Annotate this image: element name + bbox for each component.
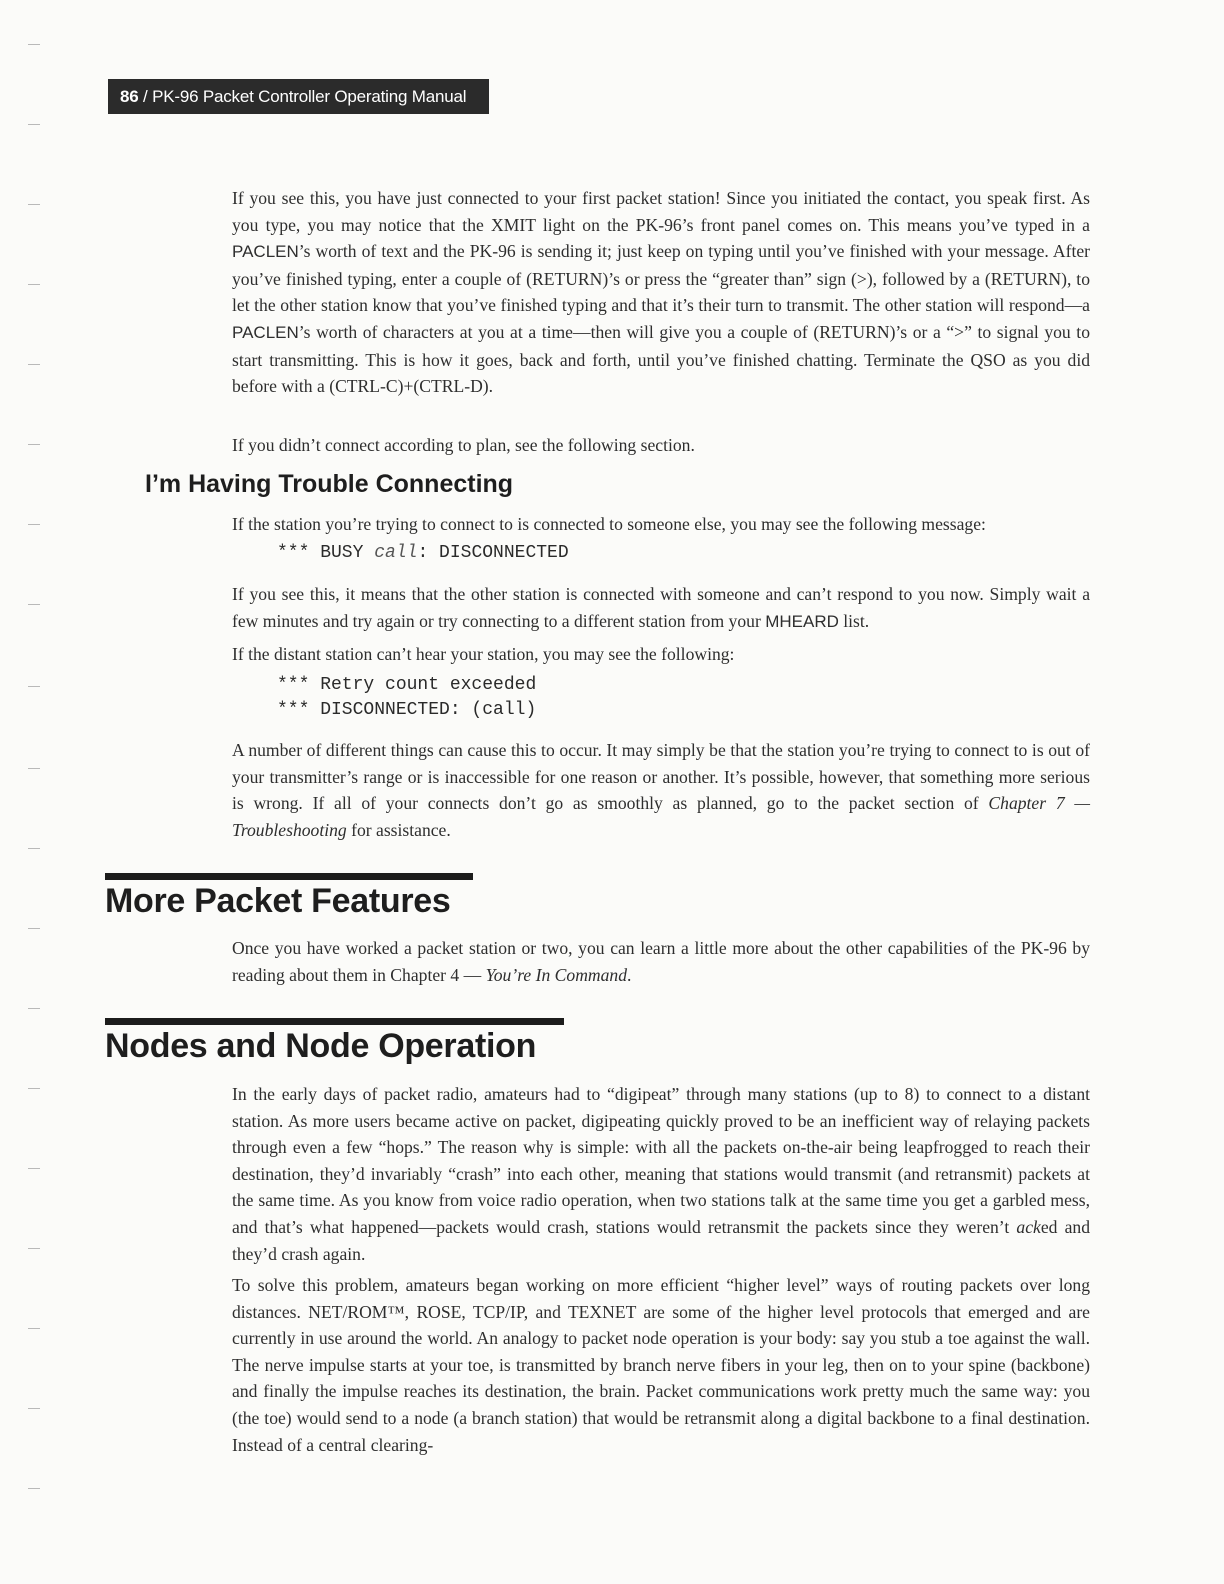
paclen-keyword: PACLEN [232, 242, 299, 262]
trouble-connecting-heading: I’m Having Trouble Connecting [145, 470, 514, 498]
busy-message-code: *** BUSY call: DISCONNECTED [277, 543, 569, 563]
trouble-paragraph-4: A number of different things can cause this to occur. It may simply be that the station you’re trying to connect to is out of your transmitter’s range or is inaccessible for one reason or another. It’s possible, however, that something more serious is wrong. If all of your connects don’t go as smoothly as planned, go to the packet section of Chapter 7 — Troubleshooting for assistance. [232, 740, 1090, 840]
paclen-keyword: PACLEN [232, 322, 299, 342]
chapter-7-reference: Chapter 7 — Troubleshooting [232, 793, 1090, 840]
trouble-paragraph-2: If you see this, it means that the other station is connected with someone and can’t respond to you now. Simply wait a few minutes and try again or try connecting to a different station from your MHEARD list. [232, 584, 1090, 631]
nodes-paragraph-1: In the early days of packet radio, amateurs had to “digipeat” through many stations (up to 8) to connect to a distant station. As more users became active on packet, digipeating quickly proved to be an inefficient way of relaying packets through even a few “hops.” The reason why is simple: with all the packets on-the-air being leapfrogged to reach their destination, they’d invariably “crash” into each other, meaning that stations would transmit (and retransmit) packets at the same time. As you know from voice radio operation, when two stations talk at the same time you get a garbled mess, and that’s what happened—packets would crash, stations would retransmit the packets since they weren’t acked and they’d crash again. [232, 1084, 1090, 1264]
retry-message-code: *** Retry count exceeded *** DISCONNECTED: (call) [277, 675, 537, 720]
more-features-heading: More Packet Features [105, 882, 451, 920]
mheard-keyword: MHEARD [765, 611, 839, 631]
chapter-4-reference: You’re In Command [485, 964, 628, 985]
acked-emphasis: ack [1016, 1216, 1041, 1237]
section-rule [105, 1018, 564, 1025]
header-separator: / [138, 87, 153, 106]
trouble-paragraph-1: If the station you’re trying to connect to is connected to someone else, you may see the following message: [232, 514, 986, 534]
manual-title: PK-96 Packet Controller Operating Manual [152, 87, 467, 106]
intro-followup: If you didn’t connect according to plan, see the following section. [232, 435, 695, 455]
more-features-paragraph: Once you have worked a packet station or two, you can learn a little more about the other capabilities of the PK-96 by reading about them in Chapter 4 — You’re In Command. [232, 938, 1090, 985]
nodes-heading: Nodes and Node Operation [105, 1027, 537, 1065]
nodes-paragraph-2: To solve this problem, amateurs began working on more efficient “higher level” ways of routing packets over long distances. NET/ROM™, ROSE, TCP/IP, and TEXNET are some of the higher level protocols that emerged and are currently in use around the world. An analogy to packet node operation is your body: say you stub a toe against the wall. The nerve impulse starts at your toe, is transmitted by branch nerve fibers in your leg, then on to your spine (backbone) and finally the impulse reaches its destination, the brain. Packet communications work pretty much the same way: you (the toe) would send to a node (a branch station) that would be retransmit along a digital backbone to a final destination. Instead of a central clearing- [232, 1275, 1090, 1455]
page-number: 86 [120, 87, 139, 106]
section-rule [105, 873, 473, 880]
running-header [108, 79, 489, 114]
intro-paragraph: If you see this, you have just connected to your first packet station! Since you initiated the contact, you speak first. As you type, you may notice that the XMIT light on the PK-96’s front panel comes on. This means you’ve typed in a PACLEN’s worth of text and the PK-96 is sending it; just keep on typing until you’ve finished with your message. After you’ve finished typing, enter a couple of (RETURN)’s or press the “greater than” sign (>), followed by a (RETURN), to let the other station know that you’ve finished typing and that it’s their turn to transmit. The other station will respond—a PACLEN’s worth of characters at you at a time—then will give you a couple of (RETURN)’s or a “>” to signal you to start transmitting. This is how it goes, back and forth, until you’ve finished chatting. Terminate the QSO as you did before with a (CTRL-C)+(CTRL-D). [232, 188, 1090, 397]
binding-margin-marks [28, 0, 42, 1584]
trouble-paragraph-3: If the distant station can’t hear your station, you may see the following: [232, 644, 735, 664]
